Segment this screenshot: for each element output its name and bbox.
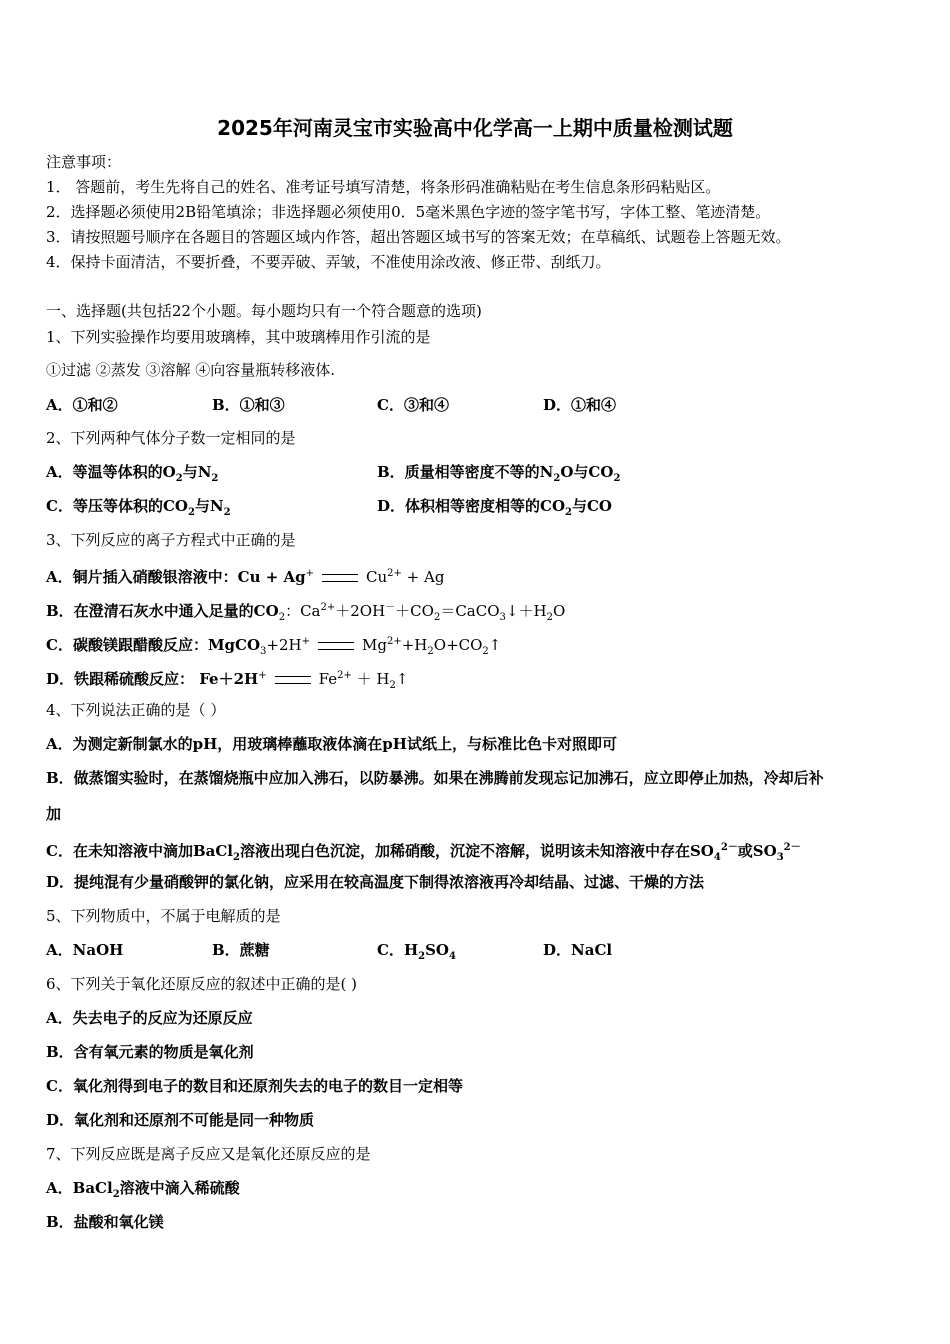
question-1-sub: ①过滤 ②蒸发 ③溶解 ④向容量瓶转移液体.: [46, 361, 336, 379]
question-2-stem: 2、下列两种气体分子数一定相同的是: [46, 429, 296, 447]
q4-option-d: D．提纯混有少量硝酸钾的氯化钠，应采用在较高温度下制得浓溶液再冷却结晶、过滤、干燥的方法: [46, 873, 705, 891]
question-4-stem: 4、下列说法正确的是（ ）: [46, 701, 226, 719]
q2-option-b: B．质量相等密度不等的$N_2O$与$CO_2$: [377, 463, 621, 484]
q1-option-a: A．①和②: [46, 396, 118, 414]
notice-item: 4．保持卡面清洁，不要折叠，不要弄破、弄皱，不准使用涂改液、修正带、刮纸刀。: [46, 253, 611, 271]
q4-option-a: A．为测定新制氯水的pH，用玻璃棒蘸取液体滴在pH试纸上，与标准比色卡对照即可: [46, 735, 617, 753]
q5-option-d: D．NaCl: [543, 941, 613, 959]
q3-option-b: B．在澄清石灰水中通入足量的$CO_2$：$Ca^{2+}+2OH^-+CO_2=CaCO_3↓+H_2O$: [46, 602, 566, 623]
page-title: 2025年河南灵宝市实验高中化学高一上期中质量检测试题: [217, 116, 733, 140]
q1-option-b: B．①和③: [212, 396, 285, 414]
q2-option-a: A．等温等体积的$O_2$与$N_2$: [46, 463, 219, 484]
q6-option-a: A．失去电子的反应为还原反应: [46, 1009, 253, 1027]
question-6-stem: 6、下列关于氧化还原反应的叙述中正确的是( ): [46, 975, 358, 993]
q4-option-c: C．在未知溶液中滴加BaCl$_2$溶液出现白色沉淀，加稀硝酸，沉淀不溶解，说明该未知溶液中存在$SO_4^{2-}$或$SO_3^{2-}$: [46, 842, 801, 863]
q5-option-a: A．NaOH: [46, 941, 124, 959]
q4-option-b: B．做蒸馏实验时，在蒸馏烧瓶中应加入沸石，以防暴沸。如果在沸腾前发现忘记加沸石，应立即停止加热，冷却后补: [46, 769, 824, 787]
q2-option-c: C．等压等体积的$CO_2$与$N_2$: [46, 497, 231, 518]
q1-option-d: D．①和④: [543, 396, 617, 414]
notice-item: 3．请按照题号顺序在各题目的答题区域内作答，超出答题区域书写的答案无效；在草稿纸、试题卷上答题无效。: [46, 228, 791, 246]
notice-item: 1． 答题前，考生先将自己的姓名、准考证号填写清楚，将条形码准确粘贴在考生信息条形码粘贴区。: [46, 178, 721, 196]
notice-heading: 注意事项：: [46, 153, 122, 171]
q3-option-d: D．铁跟稀硫酸反应： Fe＋2H+ $Fe^{2+}$ ＋ $H_2↑$: [46, 670, 409, 691]
q5-option-b: B．蔗糖: [212, 941, 270, 959]
q2-option-d: D．体积相等密度相等的$CO_2$与CO: [377, 497, 612, 518]
q6-option-c: C．氧化剂得到电子的数目和还原剂失去的电子的数目一定相等: [46, 1077, 463, 1095]
equals-double-line: [275, 676, 311, 684]
section-heading: 一、选择题(共包括22个小题。每小题均只有一个符合题意的选项): [46, 302, 482, 320]
notice-item: 2．选择题必须使用2B铅笔填涂；非选择题必须使用0．5毫米黑色字迹的签字笔书写，字体工整、笔迹清楚。: [46, 203, 771, 221]
q1-option-c: C．③和④: [377, 396, 449, 414]
q3-option-a: A．铜片插入硝酸银溶液中：Cu + Ag+ $Cu^{2+} + Ag$: [46, 568, 445, 586]
question-1-stem: 1、下列实验操作均要用玻璃棒，其中玻璃棒用作引流的是: [46, 328, 431, 346]
question-7-stem: 7、下列反应既是离子反应又是氧化还原反应的是: [46, 1145, 371, 1163]
q6-option-d: D．氧化剂和还原剂不可能是同一种物质: [46, 1111, 315, 1129]
equals-double-line: [322, 574, 358, 582]
equals-double-line: [318, 642, 354, 650]
q3-option-c: C．碳酸镁跟醋酸反应：MgCO$_3$+2H+ $Mg^{2+}+H_2O+CO_2↑$: [46, 636, 502, 657]
q4-option-b-cont: 加: [46, 805, 62, 823]
q7-option-b: B．盐酸和氧化镁: [46, 1213, 164, 1231]
question-5-stem: 5、下列物质中，不属于电解质的是: [46, 907, 281, 925]
question-3-stem: 3、下列反应的离子方程式中正确的是: [46, 531, 296, 549]
q6-option-b: B．含有氧元素的物质是氧化剂: [46, 1043, 254, 1061]
q7-option-a: A．BaCl$_2$溶液中滴入稀硫酸: [46, 1179, 240, 1200]
q5-option-c: C．$H_2SO_4$: [377, 941, 456, 962]
